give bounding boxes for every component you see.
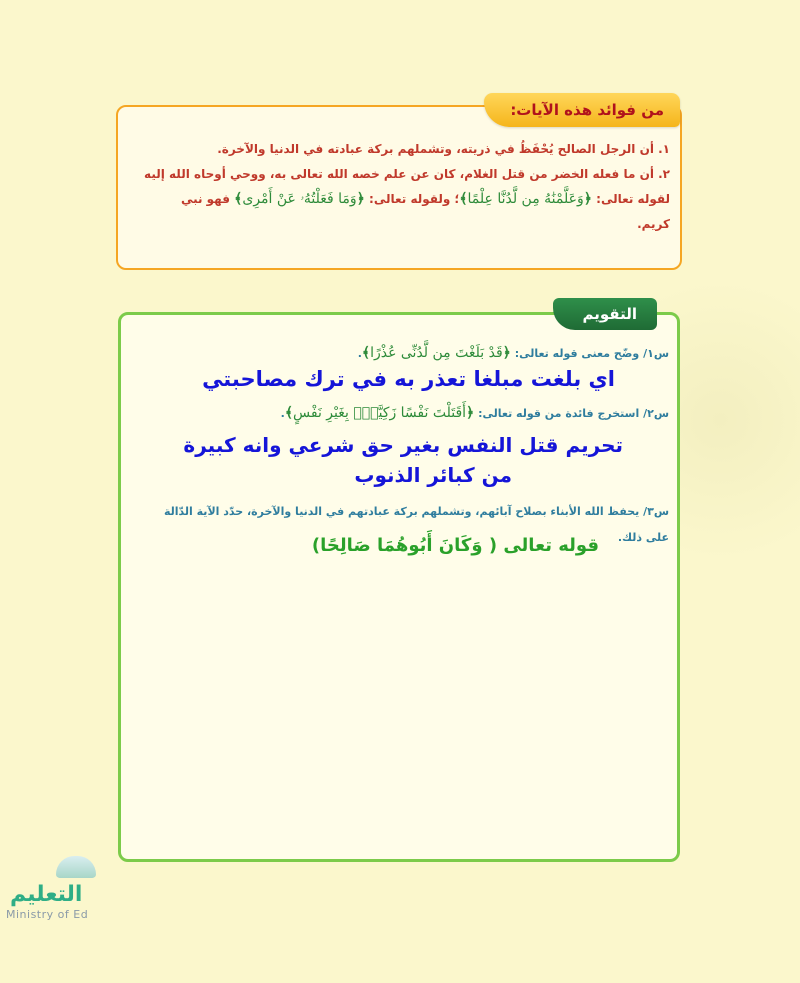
logo-english-text: Ministry of Ed (6, 908, 89, 921)
benefit-item-2-end: كريم. (637, 217, 670, 231)
benefit-item-2-middle: ؛ ولقوله تعالى: (369, 192, 460, 206)
benefit-item-2-line-2 (128, 187, 670, 212)
benefit-item-2-line-1: ٢. أن ما فعله الخضر من قتل الغلام، كان عن علم خصه الله تعالى به، ووحي أوحاه الله إليه (144, 167, 670, 181)
ornate-bracket-icon: ﴾ (459, 191, 468, 207)
benefits-list (128, 137, 670, 237)
ornate-bracket-icon: ﴾ (284, 405, 294, 421)
question-1: س١/ وضّح معنى قوله تعالى: ﴿قَدْ بَلَغْتَ مِن لَّدُنِّى عُذْرًا﴾. (357, 345, 669, 361)
quran-verse: وَمَا فَعَلْتُهُۥ عَنْ أَمْرِى (242, 191, 357, 207)
ministry-logo (0, 850, 120, 930)
ornate-bracket-icon: ﴿ (502, 345, 511, 361)
ornate-bracket-icon: ﴾ (361, 345, 371, 361)
answer-2-line-1: تحريم قتل النفس بغير حق شرعي وانه كبيرة (183, 433, 623, 457)
ornate-bracket-icon: ﴾ (234, 191, 243, 207)
question-2-prefix: س٢/ استخرج فائدة من قوله تعالى: (478, 407, 669, 420)
benefits-title: من فوائد هذه الآيات: (484, 93, 680, 127)
quran-verse: وَعَلَّمْنَٰهُ مِن لَّدُنَّا عِلْمًا (467, 191, 584, 207)
question-2: س٢/ استخرج فائدة من قوله تعالى: ﴿أَقَتَلْتَ نَفْسًا زَكِيَّةًۢ بِغَيْرِ نَفْسٍ﴾. (280, 405, 669, 421)
benefits-box (116, 101, 682, 270)
benefit-item-2-suffix: فهو نبي (180, 192, 230, 206)
question-3: س٣/ يحفظ الله الأبناء بصلاح آبائهم، وتشملهم بركة عبادتهم في الدنيا والآخرة، حدّد الآية الدّالة (163, 505, 669, 518)
ornate-bracket-icon: ﴿ (466, 405, 475, 421)
benefit-item-1: ١. أن الرجل الصالح يُحْفَظُ في ذريته، وتشملهم بركة عبادته في الدنيا والآخرة. (217, 142, 670, 156)
evaluation-box (118, 305, 680, 862)
logo-emblem-icon (56, 856, 96, 878)
answer-3: قوله تعالى ( وَكَانَ أَبُوهُمَا صَالِحًا) (311, 535, 599, 556)
quran-verse: أَقَتَلْتَ نَفْسًا زَكِيَّةًۢ بِغَيْرِ نَفْسٍ (293, 405, 467, 421)
question-1-prefix: س١/ وضّح معنى قوله تعالى: (514, 347, 669, 360)
benefit-item-2-prefix: لقوله تعالى: (596, 192, 670, 206)
logo-arabic-text: التعليم (10, 882, 83, 907)
answer-1: اي بلغت مبلغا تعذر به في ترك مصاحبتي (202, 367, 615, 391)
ornate-bracket-icon: ﴿ (583, 191, 592, 207)
ornate-bracket-icon: ﴿ (356, 191, 365, 207)
question-3-tail: على ذلك. (617, 531, 669, 544)
quran-verse: قَدْ بَلَغْتَ مِن لَّدُنِّى عُذْرًا (370, 345, 503, 361)
answer-2-line-2: من كبائر الذنوب (354, 463, 512, 487)
evaluation-tab: التقويم (553, 298, 658, 330)
